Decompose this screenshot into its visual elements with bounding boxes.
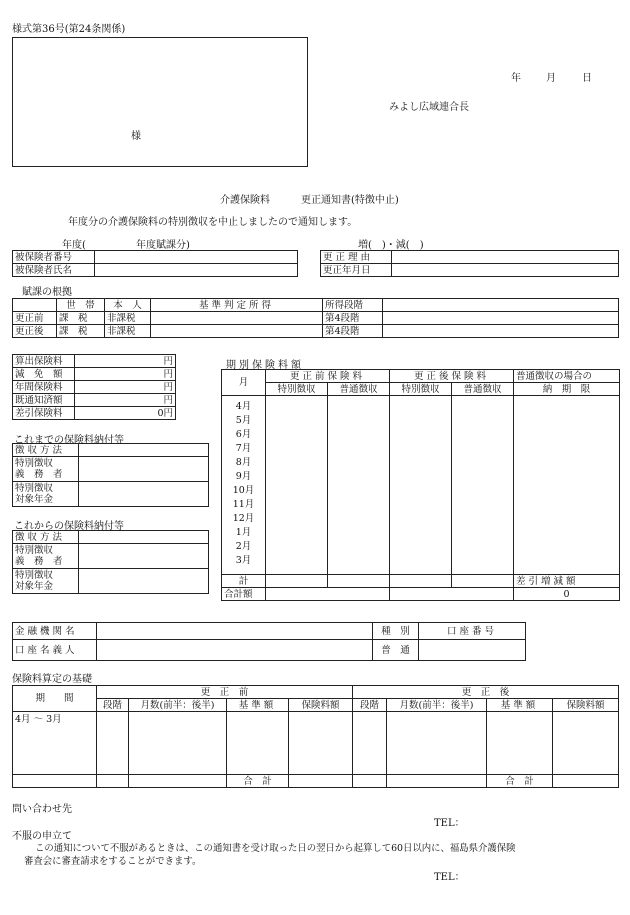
period-month: 8月 xyxy=(235,457,252,468)
basis2-total-label: 合 計 xyxy=(227,775,289,788)
calc-value: 0円 xyxy=(75,407,176,420)
bank-table xyxy=(12,622,526,661)
bank-type-value: 普 通 xyxy=(373,640,419,661)
period-month: 10月 xyxy=(232,485,255,496)
basis2-months-header: 月数(前半：後半) xyxy=(129,699,227,712)
period-diff-value: 0 xyxy=(514,588,620,601)
period-month: 3月 xyxy=(235,555,252,566)
correction-table xyxy=(320,250,619,277)
future-method-label: 徴収方法 xyxy=(13,531,79,544)
period-before-header: 更正前保険料 xyxy=(266,370,390,383)
period-month-list xyxy=(222,396,266,575)
insured-number-label: 被保険者番号 xyxy=(13,251,95,264)
past-heading: これまでの保険料納付等 xyxy=(14,435,124,446)
basis2-stage-header: 段階 xyxy=(353,699,387,712)
basis-stage: 第4段階 xyxy=(323,325,383,338)
period-special-header: 特別徴収 xyxy=(390,383,452,396)
fiscal-year-label: 年度( xyxy=(62,240,86,251)
appeal-heading: 不服の申立て xyxy=(12,831,72,842)
past-method-label: 徴収方法 xyxy=(13,444,79,457)
past-table xyxy=(12,443,209,507)
period-deadline-header1: 普通徴収の場合の xyxy=(514,370,620,383)
basis-household: 課 税 xyxy=(57,325,105,338)
basis-household: 課 税 xyxy=(57,312,105,325)
basis2-base-header: 基準額 xyxy=(227,699,289,712)
form-number: 様式第36号(第24条関係) xyxy=(12,24,126,35)
calc-value: 円 xyxy=(75,381,176,394)
basis-heading: 賦課の根拠 xyxy=(22,287,72,298)
calc-table xyxy=(12,354,176,420)
insured-number-value xyxy=(95,251,298,264)
title-sub: 更正通知書(特徴中止) xyxy=(301,195,399,206)
period-month: 1月 xyxy=(235,527,252,538)
contact-heading: 問い合わせ先 xyxy=(12,804,72,815)
past-pension-label: 特別徴収 対象年金 xyxy=(13,482,79,507)
basis-row-label: 更正後 xyxy=(13,325,57,338)
correction-date-value xyxy=(392,264,619,277)
basis2-premium-header: 保険料額 xyxy=(289,699,353,712)
basis2-premium-header: 保険料額 xyxy=(553,699,619,712)
basis2-base-header: 基準額 xyxy=(487,699,553,712)
period-after-header: 更正後保険料 xyxy=(390,370,514,383)
correction-date-label: 更正年月日 xyxy=(321,264,392,277)
calc-label: 算出保険料 xyxy=(13,355,75,368)
date-month: 月 xyxy=(546,73,556,84)
period-total-label: 計 xyxy=(222,575,266,588)
insured-table xyxy=(12,250,298,277)
addressee-box xyxy=(12,37,308,167)
calc-label: 既通知済額 xyxy=(13,394,75,407)
basis-header-person: 本 人 xyxy=(105,299,151,312)
basis2-table xyxy=(12,685,619,788)
future-obligor-label: 特別徴収 義 務 者 xyxy=(13,544,79,569)
bank-type-label: 種 別 xyxy=(373,623,419,640)
contact-tel: TEL： xyxy=(434,818,465,829)
basis2-total-label: 合 計 xyxy=(487,775,553,788)
addressee-suffix: 様 xyxy=(131,131,141,142)
insured-name-label: 被保険者氏名 xyxy=(13,264,95,277)
calc-value: 円 xyxy=(75,394,176,407)
calc-label: 減 免 額 xyxy=(13,368,75,381)
period-diff-label: 差引増減額 xyxy=(514,575,620,588)
basis2-after-header: 更 正 後 xyxy=(353,686,619,699)
basis-table xyxy=(12,298,619,338)
insured-name-value xyxy=(95,264,298,277)
change-label: 増( )・減( ) xyxy=(358,240,424,251)
correction-reason-label: 更正理由 xyxy=(321,251,392,264)
issuer: みよし広域連合長 xyxy=(389,102,469,113)
basis-row-label: 更正前 xyxy=(13,312,57,325)
basis2-period-value: 4月 ～ 3月 xyxy=(13,712,97,775)
period-month: 7月 xyxy=(235,443,252,454)
fiscal-assess-label: 年度賦課分) xyxy=(136,240,190,251)
date-day: 日 xyxy=(582,73,592,84)
calc-label: 年間保険料 xyxy=(13,381,75,394)
basis-corner xyxy=(13,299,57,312)
period-normal-header: 普通徴収 xyxy=(452,383,514,396)
period-heading: 期別保険料額 xyxy=(226,360,304,371)
calc-value: 円 xyxy=(75,368,176,381)
basis-header-household: 世 帯 xyxy=(57,299,105,312)
bank-account-label: 口座番号 xyxy=(419,623,526,640)
basis-header-income: 基準判定所得 xyxy=(151,299,323,312)
basis-person: 非課税 xyxy=(105,312,151,325)
period-month: 6月 xyxy=(235,429,252,440)
past-obligor-label: 特別徴収 義 務 者 xyxy=(13,457,79,482)
period-grand-total-label: 合計額 xyxy=(222,588,266,601)
period-table xyxy=(221,369,620,601)
title-main: 介護保険料 xyxy=(220,195,270,206)
date-year: 年 xyxy=(511,73,521,84)
basis-stage: 第4段階 xyxy=(323,312,383,325)
period-month-header: 月 xyxy=(222,370,266,396)
basis2-stage-header: 段階 xyxy=(97,699,129,712)
period-month: 5月 xyxy=(235,415,252,426)
period-special-header: 特別徴収 xyxy=(266,383,328,396)
basis2-heading: 保険料算定の基礎 xyxy=(12,674,92,685)
basis-person: 非課税 xyxy=(105,325,151,338)
appeal-text-line1: この通知について不服があるときは、この通知書を受け取った日の翌日から起算して60日以内に、福島県介護保険 xyxy=(35,843,516,854)
period-month: 12月 xyxy=(232,513,255,524)
correction-reason-value xyxy=(392,251,619,264)
period-normal-header: 普通徴収 xyxy=(328,383,390,396)
basis2-period-header: 期 間 xyxy=(13,686,97,712)
period-month: 4月 xyxy=(235,401,252,412)
basis2-before-header: 更 正 前 xyxy=(97,686,353,699)
appeal-text-line2: 審査会に審査請求をすることができます。 xyxy=(24,856,202,867)
future-table xyxy=(12,530,209,594)
intro-text: 年度分の介護保険料の特別徴収を中止しましたので通知します。 xyxy=(68,217,358,228)
period-month: 11月 xyxy=(232,499,255,510)
calc-value: 円 xyxy=(75,355,176,368)
basis-header-stage: 所得段階 xyxy=(323,299,383,312)
period-deadline-header2: 納 期 限 xyxy=(514,383,620,396)
bank-holder-label: 口座名義人 xyxy=(13,640,97,661)
bank-institution-label: 金融機関名 xyxy=(13,623,97,640)
appeal-tel: TEL： xyxy=(434,872,465,883)
period-month: 9月 xyxy=(235,471,252,482)
basis2-months-header: 月数(前半：後半) xyxy=(387,699,487,712)
period-month: 2月 xyxy=(235,541,252,552)
calc-label: 差引保険料 xyxy=(13,407,75,420)
future-pension-label: 特別徴収 対象年金 xyxy=(13,569,79,594)
future-heading: これからの保険料納付等 xyxy=(14,521,124,532)
